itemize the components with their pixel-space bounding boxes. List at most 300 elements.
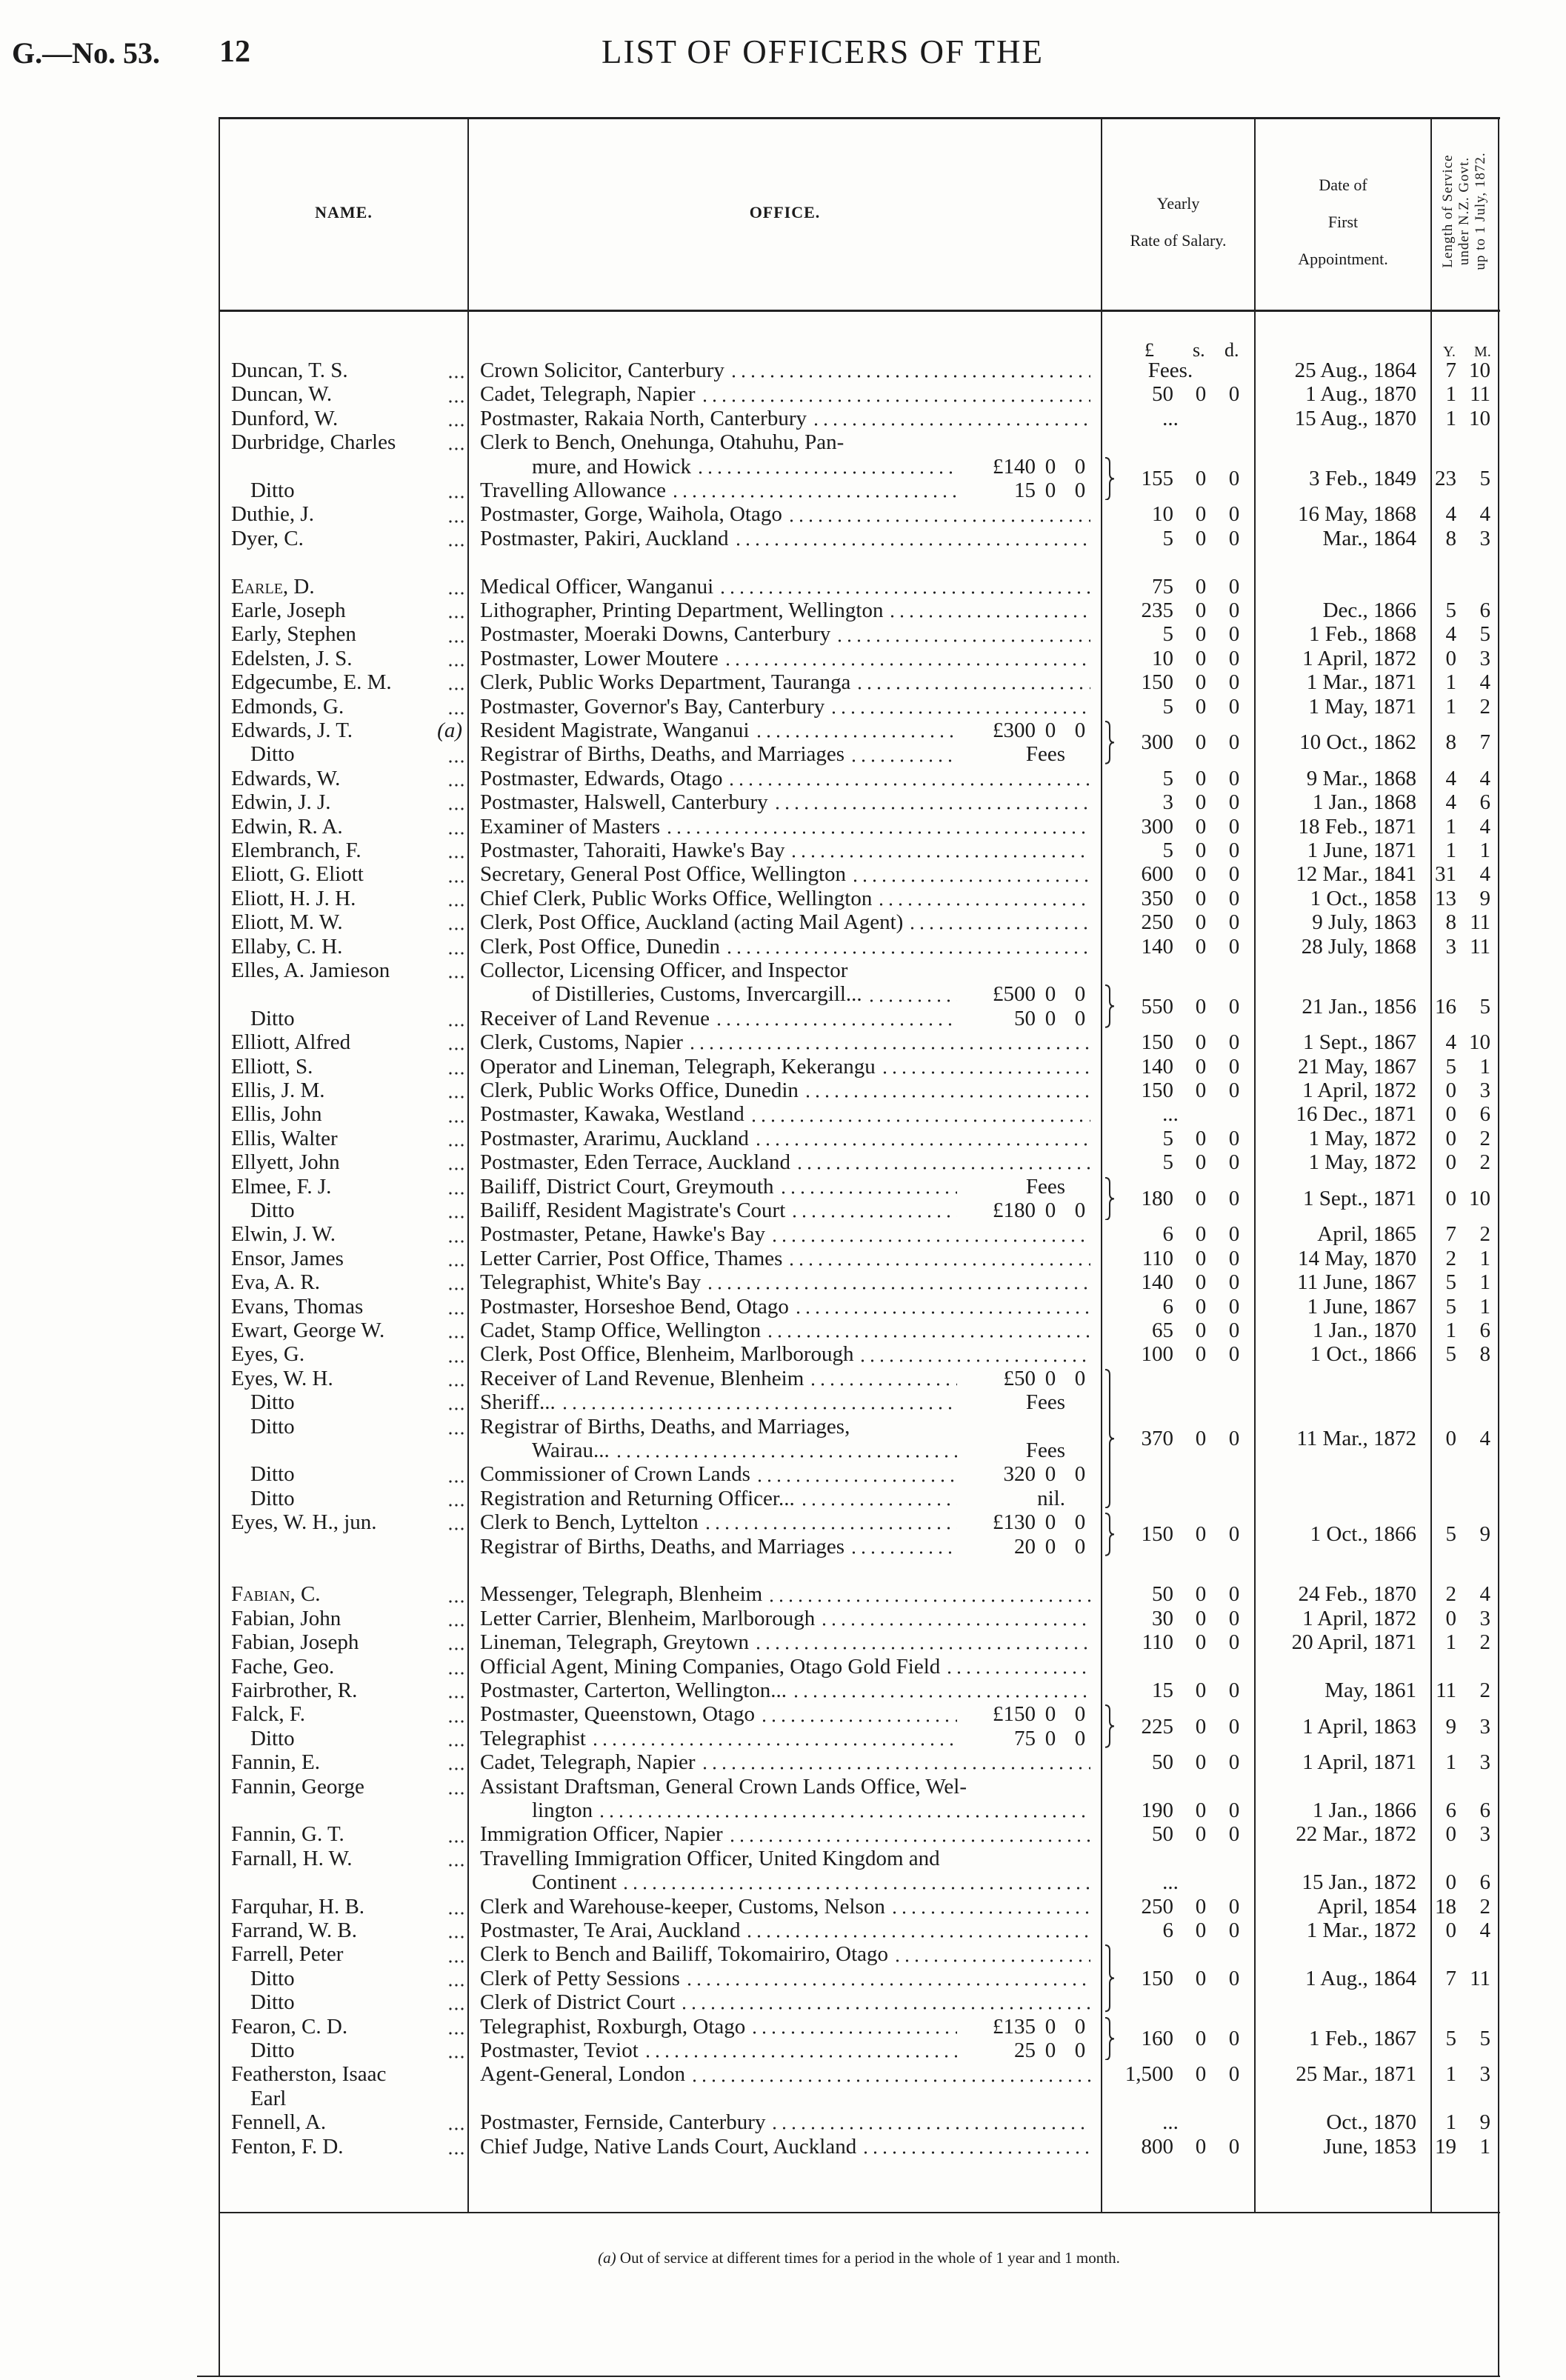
office-cell [480, 1775, 1095, 1799]
salary-pounds: 250 [1141, 1894, 1173, 1919]
row-values [219, 1127, 1499, 1150]
salary-pence: 0 [1228, 839, 1240, 862]
amount-text: nil. [1037, 1486, 1065, 1510]
amount-pounds: £300 [993, 719, 1036, 742]
salary-text: ... [1162, 1870, 1179, 1895]
officer-name: Fairbrother, R. [231, 1679, 358, 1702]
service-years: 7 [1445, 359, 1456, 382]
service-years: 1 [1445, 1319, 1456, 1342]
table-entry [219, 2135, 1499, 2159]
leader-dots [447, 492, 465, 499]
service-months: 3 [1479, 1606, 1490, 1630]
amount-pounds: £135 [993, 2014, 1036, 2039]
salary-pounds: 6 [1162, 1222, 1173, 1247]
first-appointment-date: April, 1865 [1317, 1222, 1416, 1247]
service-months: 6 [1479, 1102, 1490, 1127]
service-years: 1 [1445, 2062, 1456, 2087]
officer-name: Fache, Geo. [231, 1654, 335, 1679]
row-values [219, 1655, 1499, 1679]
first-appointment-date: 28 July, 1868 [1301, 934, 1416, 959]
amount-shillings: 0 [1044, 1510, 1056, 1535]
amount-shillings: 0 [1044, 1462, 1056, 1487]
table-entry [219, 790, 1499, 814]
service-years: 1 [1445, 839, 1456, 862]
salary-pence: 0 [1228, 1822, 1240, 1847]
office-title: Medical Officer, Wanganui [480, 574, 714, 599]
salary-shillings: 0 [1195, 1319, 1207, 1342]
service-years: 0 [1445, 1919, 1456, 1942]
first-appointment-date: 15 Aug., 1870 [1294, 406, 1416, 430]
salary-pounds: 5 [1162, 1126, 1173, 1150]
table-entry [219, 1270, 1499, 1294]
table-entry [219, 2015, 1499, 2063]
service-years: 9 [1445, 1714, 1456, 1739]
service-months: 2 [1479, 1894, 1490, 1919]
table-entry [219, 1102, 1499, 1126]
table-line [219, 2087, 1499, 2110]
salary-pounds: 190 [1141, 1798, 1173, 1822]
service-months: 3 [1479, 2062, 1490, 2087]
table-entry [219, 1895, 1499, 1919]
office-title: Postmaster, Pakiri, Auckland [480, 526, 729, 550]
salary-pounds: 350 [1141, 886, 1173, 910]
officer-name: Ditto [250, 1462, 295, 1487]
salary-pounds: 140 [1141, 934, 1173, 959]
officer-name: Ditto [250, 1198, 295, 1222]
office-title: Postmaster, Te Arai, Auckland [480, 1919, 741, 1942]
office-title: Postmaster, Fernside, Canterbury [480, 2110, 766, 2135]
salary-shillings: 0 [1195, 1630, 1207, 1655]
row-values [219, 1102, 1499, 1126]
row-values [219, 1270, 1499, 1294]
office-title: Telegraphist [480, 1726, 586, 1750]
officer-name: Falck, F. [231, 1702, 305, 1727]
service-months: 6 [1479, 1798, 1490, 1822]
salary-pounds: 225 [1141, 1714, 1173, 1739]
amount-pounds: £180 [993, 1198, 1036, 1222]
officer-name: Farquhar, H. B. [231, 1894, 365, 1919]
row-values [219, 790, 1499, 814]
office-title: Continent [532, 1870, 617, 1895]
table-entry [219, 1942, 1499, 2014]
unit-months: M. [1474, 344, 1491, 360]
office-title: Registrar of Births, Deaths, and Marriages, [480, 1414, 850, 1439]
page-title: LIST OF OFFICERS OF THE [602, 33, 1044, 70]
office-title: Clerk, Post Office, Auckland (acting Mail Agent) [480, 910, 904, 935]
component-amount [962, 1390, 1095, 1414]
office-title: Letter Carrier, Post Office, Thames [480, 1246, 783, 1270]
leader-dots [679, 2006, 1090, 2012]
office-title: Immigration Officer, Napier [480, 1822, 723, 1847]
table-bottom-rule [197, 2376, 1500, 2377]
salary-pounds: 150 [1141, 670, 1173, 695]
salary-pence: 0 [1228, 1342, 1240, 1367]
office-title: Clerk, Public Works Department, Tauranga [480, 670, 851, 695]
office-title: Clerk, Public Works Office, Dunedin [480, 1079, 799, 1102]
table-entry [219, 959, 1499, 1030]
service-years: 3 [1445, 934, 1456, 959]
office-title: Postmaster, Halswell, Canterbury [480, 790, 768, 815]
service-years: 19 [1435, 2134, 1456, 2159]
service-months: 10 [1469, 1030, 1490, 1055]
officer-name: Earle, D. [231, 574, 315, 599]
amount-shillings: 0 [1044, 1534, 1056, 1559]
first-appointment-date: 1 Jan., 1870 [1312, 1319, 1416, 1342]
officer-name: Eva, A. R. [231, 1270, 321, 1295]
table-entry [219, 1510, 1499, 1559]
salary-pounds: 140 [1141, 1270, 1173, 1295]
table-entry [219, 1630, 1499, 1654]
salary-pounds: 30 [1152, 1606, 1173, 1630]
service-years: 4 [1445, 790, 1456, 815]
header-line: First [1327, 213, 1359, 231]
first-appointment-date: 1 April, 1872 [1302, 1079, 1416, 1102]
salary-shillings: 0 [1195, 599, 1207, 622]
officer-name: Ditto [250, 1990, 295, 2015]
salary-pence: 0 [1228, 694, 1240, 719]
service-years: 1 [1445, 670, 1456, 695]
salary-shillings: 0 [1195, 862, 1207, 887]
amount-pounds: £50 [1003, 1366, 1036, 1390]
table-entry [219, 407, 1499, 430]
salary-pounds: 100 [1141, 1342, 1173, 1367]
first-appointment-date: 1 April, 1872 [1302, 1606, 1416, 1630]
service-months: 9 [1479, 1522, 1490, 1547]
salary-shillings: 0 [1195, 382, 1207, 407]
leader-dots [447, 1788, 465, 1796]
table-entry [219, 2062, 1499, 2110]
salary-shillings: 0 [1195, 1150, 1207, 1175]
page-number: 12 [219, 35, 250, 69]
row-values [219, 1030, 1499, 1054]
service-months: 1 [1479, 839, 1490, 862]
office-title: Bailiff, District Court, Greymouth [480, 1174, 774, 1199]
column-header-salary [1102, 185, 1254, 259]
office-title: Operator and Lineman, Telegraph, Kekerangu [480, 1054, 876, 1079]
service-years: 16 [1435, 994, 1456, 1019]
first-appointment-date: 1 May, 1872 [1308, 1150, 1416, 1175]
service-years: 0 [1445, 1606, 1456, 1630]
table-line [219, 430, 1499, 454]
salary-pounds: 10 [1152, 646, 1173, 670]
officer-name: Farnall, H. W. [231, 1846, 353, 1870]
salary-shillings: 0 [1195, 994, 1207, 1019]
officer-name: Ditto [250, 742, 295, 767]
service-years: 5 [1445, 2026, 1456, 2050]
first-appointment-date: 9 Mar., 1868 [1306, 766, 1416, 790]
salary-pounds: 5 [1162, 526, 1173, 550]
salary-shillings: 0 [1195, 790, 1207, 815]
row-values [219, 935, 1499, 959]
table-entry [219, 1127, 1499, 1150]
service-years: 2 [1445, 1246, 1456, 1270]
component-amount [962, 1487, 1095, 1510]
office-cell [480, 430, 1095, 454]
name-cell [231, 1775, 465, 1799]
table-line [219, 1462, 1499, 1486]
first-appointment-date: 25 Mar., 1871 [1296, 2062, 1416, 2087]
table-entry [219, 1055, 1499, 1079]
row-values [219, 815, 1499, 839]
first-appointment-date: 20 April, 1871 [1291, 1630, 1416, 1655]
table-entry [219, 1030, 1499, 1054]
service-years: 1 [1445, 382, 1456, 407]
office-title: Messenger, Telegraph, Blenheim [480, 1582, 763, 1607]
amount-pence: 0 [1074, 1510, 1086, 1535]
amount-pence: 0 [1074, 478, 1086, 502]
amount-shillings: 0 [1044, 2038, 1056, 2062]
office-title: Lineman, Telegraph, Greytown [480, 1630, 750, 1655]
office-title: Postmaster, Gorge, Waihola, Otago [480, 502, 782, 527]
salary-shillings: 0 [1195, 670, 1207, 695]
officer-name: Elliott, S. [231, 1054, 313, 1079]
row-values [219, 1319, 1499, 1342]
leader-dots [799, 1502, 957, 1508]
service-years: 4 [1445, 622, 1456, 647]
amount-shillings: 0 [1044, 1702, 1056, 1727]
office-title: Clerk to Bench and Bailiff, Tokomairiro, Otago [480, 1942, 889, 1967]
salary-pence: 0 [1228, 2026, 1240, 2050]
table-entry [219, 2110, 1499, 2134]
salary-pence: 0 [1228, 1222, 1240, 1247]
salary-pounds: 150 [1141, 1522, 1173, 1547]
row-values [219, 599, 1499, 622]
office-cell [480, 1487, 1095, 1510]
office-title: Resident Magistrate, Wanganui [480, 719, 750, 742]
office-title: Chief Clerk, Public Works Office, Wellington [480, 886, 873, 910]
header-line: Appointment. [1298, 250, 1388, 268]
amount-pounds: 25 [1014, 2038, 1036, 2062]
office-title: Agent-General, London [480, 2062, 686, 2087]
table-entry [219, 1367, 1499, 1510]
officer-name: Ditto [250, 1486, 295, 1510]
amount-pounds: 20 [1014, 1534, 1036, 1559]
office-title: Cadet, Stamp Office, Wellington [480, 1319, 762, 1342]
first-appointment-date: 1 Feb., 1867 [1309, 2026, 1416, 2050]
salary-shillings: 0 [1195, 814, 1207, 839]
table-entry [219, 359, 1499, 382]
table-entry [219, 1655, 1499, 1679]
salary-pounds: 300 [1141, 730, 1173, 755]
office-title: Telegraphist, White's Bay [480, 1270, 702, 1295]
salary-pounds: 600 [1141, 862, 1173, 887]
service-years: 13 [1435, 886, 1456, 910]
salary-pence: 0 [1228, 1054, 1240, 1079]
unit-shillings: s. [1193, 339, 1205, 361]
office-title: Clerk, Post Office, Blenheim, Marlborough [480, 1342, 854, 1367]
component-amount [962, 1367, 1095, 1390]
amount-shillings: 0 [1044, 982, 1056, 1007]
salary-shillings: 0 [1195, 2134, 1207, 2159]
office-cell [480, 1462, 1095, 1486]
service-months: 3 [1479, 1822, 1490, 1847]
salary-pence: 0 [1228, 1150, 1240, 1175]
row-values [219, 670, 1499, 694]
officer-name: Ditto [250, 1414, 295, 1439]
officer-name: Fannin, G. T. [231, 1822, 344, 1847]
salary-pounds: 50 [1152, 1822, 1173, 1847]
salary-pounds: 65 [1152, 1319, 1173, 1342]
officer-name: Edmonds, G. [231, 694, 344, 719]
first-appointment-date: 1 June, 1867 [1307, 1294, 1416, 1319]
officer-name: Elles, A. Jamieson [231, 959, 390, 982]
service-months: 3 [1479, 646, 1490, 670]
officer-name: Edelsten, J. S. [231, 646, 353, 670]
service-months: 10 [1469, 1186, 1490, 1210]
office-title: Collector, Licensing Officer, and Inspector [480, 959, 848, 982]
officer-name: Dunford, W. [231, 406, 339, 430]
service-years: 5 [1445, 1294, 1456, 1319]
row-values [219, 1799, 1499, 1822]
first-appointment-date: 1 Sept., 1871 [1302, 1186, 1416, 1210]
footnote-text: Out of service at different times for a period in the whole of 1 year and 1 month. [619, 2249, 1120, 2267]
service-months: 4 [1479, 862, 1490, 887]
salary-pounds: 235 [1141, 599, 1173, 622]
salary-pounds: 800 [1141, 2134, 1173, 2159]
amount-shillings: 0 [1044, 454, 1056, 479]
row-values [219, 382, 1499, 406]
row-values [219, 467, 1499, 490]
office-title: mure, and Howick [532, 454, 692, 479]
salary-shillings: 0 [1195, 1126, 1207, 1150]
office-title: Examiner of Masters [480, 814, 661, 839]
officer-name: Earl [250, 2086, 287, 2110]
service-years: 4 [1445, 1030, 1456, 1055]
officer-name: Ditto [250, 2038, 295, 2062]
salary-pence: 0 [1228, 670, 1240, 695]
leader-dots [447, 444, 465, 451]
name-cell [231, 1942, 465, 1966]
leader-dots [447, 2052, 465, 2059]
table-entry [219, 1247, 1499, 1270]
salary-pounds: 180 [1141, 1186, 1173, 1210]
row-values [219, 767, 1499, 790]
salary-shillings: 0 [1195, 466, 1207, 490]
salary-shillings: 0 [1195, 1798, 1207, 1822]
salary-pence: 0 [1228, 382, 1240, 407]
salary-pence: 0 [1228, 1679, 1240, 1702]
service-years: 18 [1435, 1894, 1456, 1919]
row-values [219, 1630, 1499, 1654]
office-title: Secretary, General Post Office, Wellington [480, 862, 847, 887]
salary-shillings: 0 [1195, 526, 1207, 550]
salary-pence: 0 [1228, 599, 1240, 622]
office-title: Clerk to Bench, Onehunga, Otahuhu, Pan- [480, 430, 844, 455]
office-title: Postmaster, Teviot [480, 2038, 639, 2062]
first-appointment-date: 22 Mar., 1872 [1296, 1822, 1416, 1847]
row-values [219, 1750, 1499, 1774]
office-title: Postmaster, Lower Moutere [480, 646, 719, 670]
service-years: 1 [1445, 1630, 1456, 1655]
salary-shillings: 0 [1195, 1294, 1207, 1319]
officer-name: Eyes, G. [231, 1342, 305, 1367]
amount-shillings: 0 [1044, 478, 1056, 502]
salary-pence: 0 [1228, 1966, 1240, 1990]
salary-shillings: 0 [1195, 1966, 1207, 1990]
salary-shillings: 0 [1195, 1270, 1207, 1295]
row-values [219, 1055, 1499, 1079]
service-months: 5 [1479, 622, 1490, 647]
row-values [219, 1427, 1499, 1450]
salary-pence: 0 [1228, 1750, 1240, 1775]
salary-pounds: 6 [1162, 1919, 1173, 1942]
first-appointment-date: 1 Jan., 1866 [1312, 1798, 1416, 1822]
service-months: 2 [1479, 1679, 1490, 1702]
officer-name: Fabian, Joseph [231, 1630, 359, 1655]
salary-shillings: 0 [1195, 1582, 1207, 1607]
salary-pounds: 155 [1141, 466, 1173, 490]
salary-pounds: 140 [1141, 1054, 1173, 1079]
office-title: Clerk to Bench, Lyttelton [480, 1510, 699, 1535]
name-cell [231, 1390, 465, 1414]
office-title: Clerk of Petty Sessions [480, 1966, 680, 1990]
service-years: 0 [1445, 1150, 1456, 1175]
service-months: 7 [1479, 730, 1490, 755]
first-appointment-date: 1 Oct., 1866 [1310, 1342, 1416, 1367]
salary-pence: 0 [1228, 1582, 1240, 1607]
row-values [219, 359, 1499, 382]
leader-dots [447, 1956, 465, 1964]
officer-name: Eliott, M. W. [231, 910, 343, 935]
header-line: Rate of Salary. [1130, 231, 1227, 250]
office-title: Assistant Draftsman, General Crown Lands Office, Wel- [480, 1774, 967, 1799]
office-cell [480, 1942, 1095, 1966]
column-header-name: NAME. [315, 203, 373, 221]
leader-dots [755, 1479, 957, 1484]
officer-name: Fannin, E. [231, 1750, 321, 1775]
office-title: Letter Carrier, Blenheim, Marlborough [480, 1606, 816, 1630]
salary-shillings: 0 [1195, 1714, 1207, 1739]
leader-dots [447, 1476, 465, 1484]
office-title: Receiver of Land Revenue [480, 1006, 710, 1030]
service-years: 5 [1445, 1522, 1456, 1547]
salary-pence: 0 [1228, 1714, 1240, 1739]
salary-pounds: 5 [1162, 766, 1173, 790]
salary-shillings: 0 [1195, 1246, 1207, 1270]
first-appointment-date: Dec., 1866 [1322, 599, 1416, 622]
office-title: Postmaster, Rakaia North, Canterbury [480, 406, 807, 430]
first-appointment-date: 3 Feb., 1849 [1309, 466, 1416, 490]
service-months: 4 [1479, 1919, 1490, 1942]
leader-dots [447, 1020, 465, 1027]
salary-pounds: 110 [1142, 1246, 1173, 1270]
officer-name: Dyer, C. [231, 526, 304, 550]
table-entry [219, 527, 1499, 550]
first-appointment-date: June, 1853 [1323, 2134, 1416, 2159]
row-values [219, 1895, 1499, 1919]
service-months: 1 [1479, 1270, 1490, 1295]
service-years: 1 [1445, 406, 1456, 430]
officer-name: Duthie, J. [231, 502, 314, 527]
officer-name: Ellyett, John [231, 1150, 340, 1175]
service-years: 5 [1445, 1342, 1456, 1367]
table-entry [219, 695, 1499, 719]
salary-shillings: 0 [1195, 839, 1207, 862]
office-title: of Distilleries, Customs, Invercargill... [532, 982, 862, 1007]
salary-pence: 0 [1228, 1606, 1240, 1630]
row-values [219, 2062, 1499, 2086]
first-appointment-date: Oct., 1870 [1326, 2110, 1416, 2135]
salary-pence: 0 [1228, 934, 1240, 959]
service-months: 6 [1479, 599, 1490, 622]
officer-name: Duncan, T. S. [231, 359, 348, 382]
service-years: 5 [1445, 1054, 1456, 1079]
name-cell [231, 959, 465, 982]
salary-pounds: 75 [1152, 574, 1173, 599]
table-entry [219, 815, 1499, 839]
table-line [219, 959, 1499, 982]
service-months: 3 [1479, 526, 1490, 550]
